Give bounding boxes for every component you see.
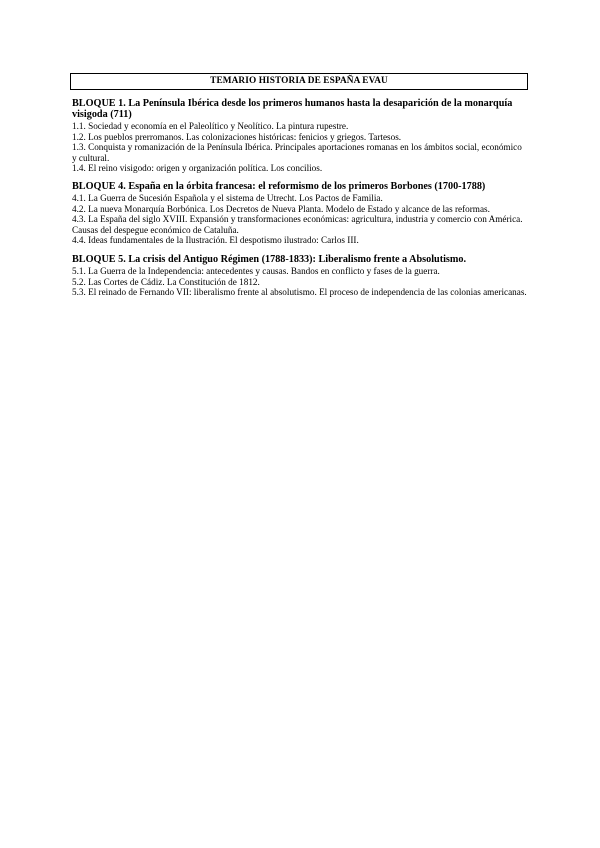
topic-item: 4.1. La Guerra de Sucesión Española y el sistema de Utrecht. Los Pactos de Familia. bbox=[72, 193, 383, 203]
block-5 bbox=[72, 255, 528, 298]
topic-item: 5.3. El reinado de Fernando VII: liberalismo frente al absolutismo. El proceso de independencia de las colonias americanas. bbox=[72, 287, 527, 297]
topic-item: 5.1. La Guerra de la Independencia: antecedentes y causas. Bandos en conflicto y fases de la guerra. bbox=[72, 266, 440, 276]
block-4 bbox=[72, 182, 528, 246]
block-heading: BLOQUE 5. La crisis del Antiguo Régimen (1788-1833): Liberalismo frente a Absolutismo. bbox=[72, 253, 467, 265]
topic-item: 1.1. Sociedad y economía en el Paleolítico y Neolítico. La pintura rupestre. bbox=[72, 121, 349, 131]
block-heading: BLOQUE 1. La Península Ibérica desde los primeros humanos hasta la desaparición de la monarquía visigoda (711) bbox=[72, 98, 513, 120]
topic-item: 4.4. Ideas fundamentales de la Ilustración. El despotismo ilustrado: Carlos III. bbox=[72, 235, 359, 245]
document-page bbox=[70, 73, 528, 298]
topic-item: 1.2. Los pueblos prerromanos. Las colonizaciones históricas: fenicios y griegos. Tartesos. bbox=[72, 131, 402, 142]
topic-item: 4.2. La nueva Monarquía Borbónica. Los Decretos de Nueva Planta. Modelo de Estado y alcance de las reformas. bbox=[72, 203, 490, 214]
topic-item: 5.2. Las Cortes de Cádiz. La Constitución de 1812. bbox=[72, 276, 260, 287]
block-heading: BLOQUE 4. España en la órbita francesa: el reformismo de los primeros Borbones (1700-1788) bbox=[72, 180, 486, 192]
topic-item: 1.4. El reino visigodo: origen y organización política. Los concilios. bbox=[72, 163, 323, 173]
document-title: TEMARIO HISTORIA DE ESPAÑA EVAU bbox=[70, 73, 528, 90]
topic-item: 4.3. La España del siglo XVIII. Expansión y transformaciones económicas: agricultura, industria y comercio con América. Causas del despegue económico de Cataluña. bbox=[72, 214, 523, 235]
block-1 bbox=[72, 99, 528, 174]
topic-item: 1.3. Conquista y romanización de la Península Ibérica. Principales aportaciones romanas en los ámbitos social, económico y cultural. bbox=[72, 142, 522, 163]
